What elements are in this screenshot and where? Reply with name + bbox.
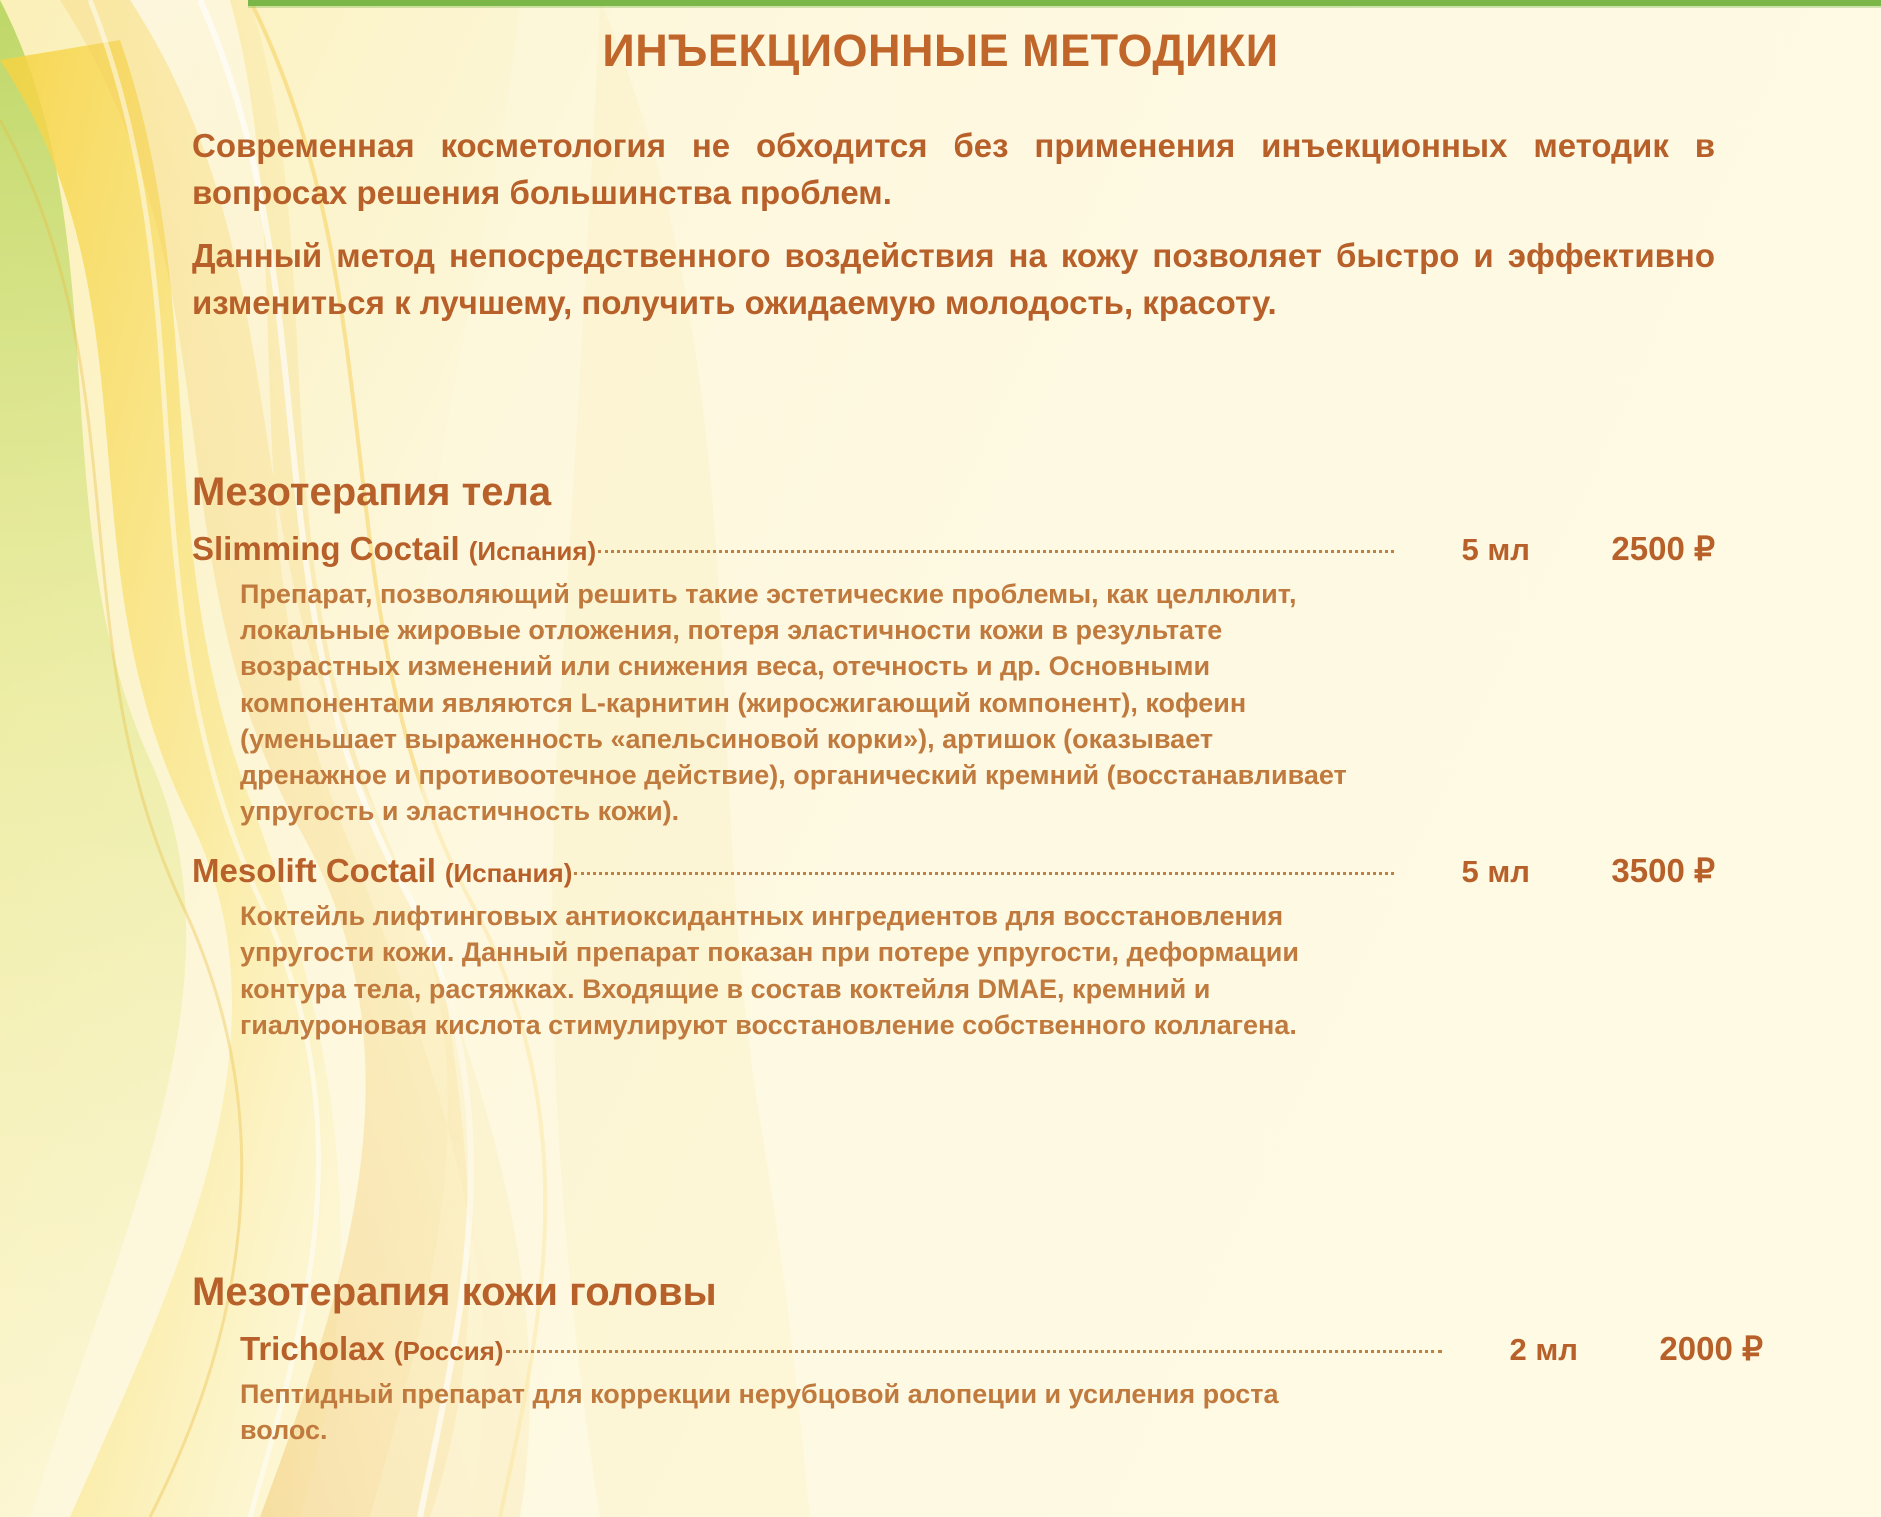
section-scalp-mesotherapy: [192, 1270, 1763, 1448]
item-name: Slimming Coctail: [192, 530, 460, 567]
intro-paragraph-2: Данный метод непосредственного воздействия на кожу позволяет быстро и эффективно измениться к лучшему, получить ожидаемую молодость, красоту.: [192, 236, 1715, 321]
section-body-mesotherapy: [192, 470, 1715, 1043]
item-country: (Испания): [444, 858, 573, 889]
price-item: [192, 851, 1715, 1043]
item-country: (Россия): [393, 1336, 504, 1366]
item-volume: 2 мл: [1509, 1332, 1578, 1367]
price-item: [192, 529, 1715, 829]
item-description: Коктейль лифтинговых антиоксидантных ингредиентов для восстановления упругости кожи. Данный препарат показан при потере упругости, деформации контура тела, растяжках. Входящие в состав коктейля DMAE, кремний и гиалуроновая кислота стимулируют восстановление собственного коллагена.: [240, 901, 1299, 1040]
intro-text: [192, 123, 1715, 326]
item-name: Mesolift Coctail: [192, 852, 436, 890]
item-price: 2500 ₽: [1611, 530, 1715, 567]
price-item-line: [192, 1329, 1763, 1368]
item-price: 3500 ₽: [1611, 852, 1715, 890]
item-price: 2000 ₽: [1659, 1330, 1763, 1367]
price-item-line: [192, 851, 1715, 890]
leader-dots: [574, 872, 1394, 875]
price-item-line: [192, 529, 1715, 568]
page-title: ИНЪЕКЦИОННЫЕ МЕТОДИКИ: [602, 25, 1279, 76]
item-volume: 5 мл: [1461, 532, 1530, 567]
item-name: Tricholax: [240, 1330, 385, 1367]
price-item: [192, 1329, 1763, 1448]
item-country: (Испания): [468, 536, 597, 566]
leader-dots: [598, 550, 1394, 553]
leader-dots: [506, 1350, 1442, 1353]
top-green-rule-shadow: [248, 6, 1881, 8]
section-title: Мезотерапия тела: [192, 470, 552, 514]
item-volume: 5 мл: [1461, 854, 1530, 890]
item-description: Препарат, позволяющий решить такие эстетические проблемы, как целлюлит, локальные жировые отложения, потеря эластичности кожи в результате возрастных изменений или снижения веса, отечность и др. Основными компонентами являются L-карнитин (жиросжигающий компонент), кофеин (уменьшает выраженность «апельсиновой корки»), артишок (оказывает дренажное и противоотечное действие), органический кремний (восстанавливает упругость и эластичность кожи).: [240, 579, 1347, 827]
intro-paragraph-1: Современная косметология не обходится без применения инъекционных методик в вопросах решения большинства проблем.: [192, 127, 1715, 211]
section-title: Мезотерапия кожи головы: [192, 1270, 717, 1314]
item-description: Пептидный препарат для коррекции нерубцовой алопеции и усиления роста волос.: [240, 1379, 1279, 1446]
